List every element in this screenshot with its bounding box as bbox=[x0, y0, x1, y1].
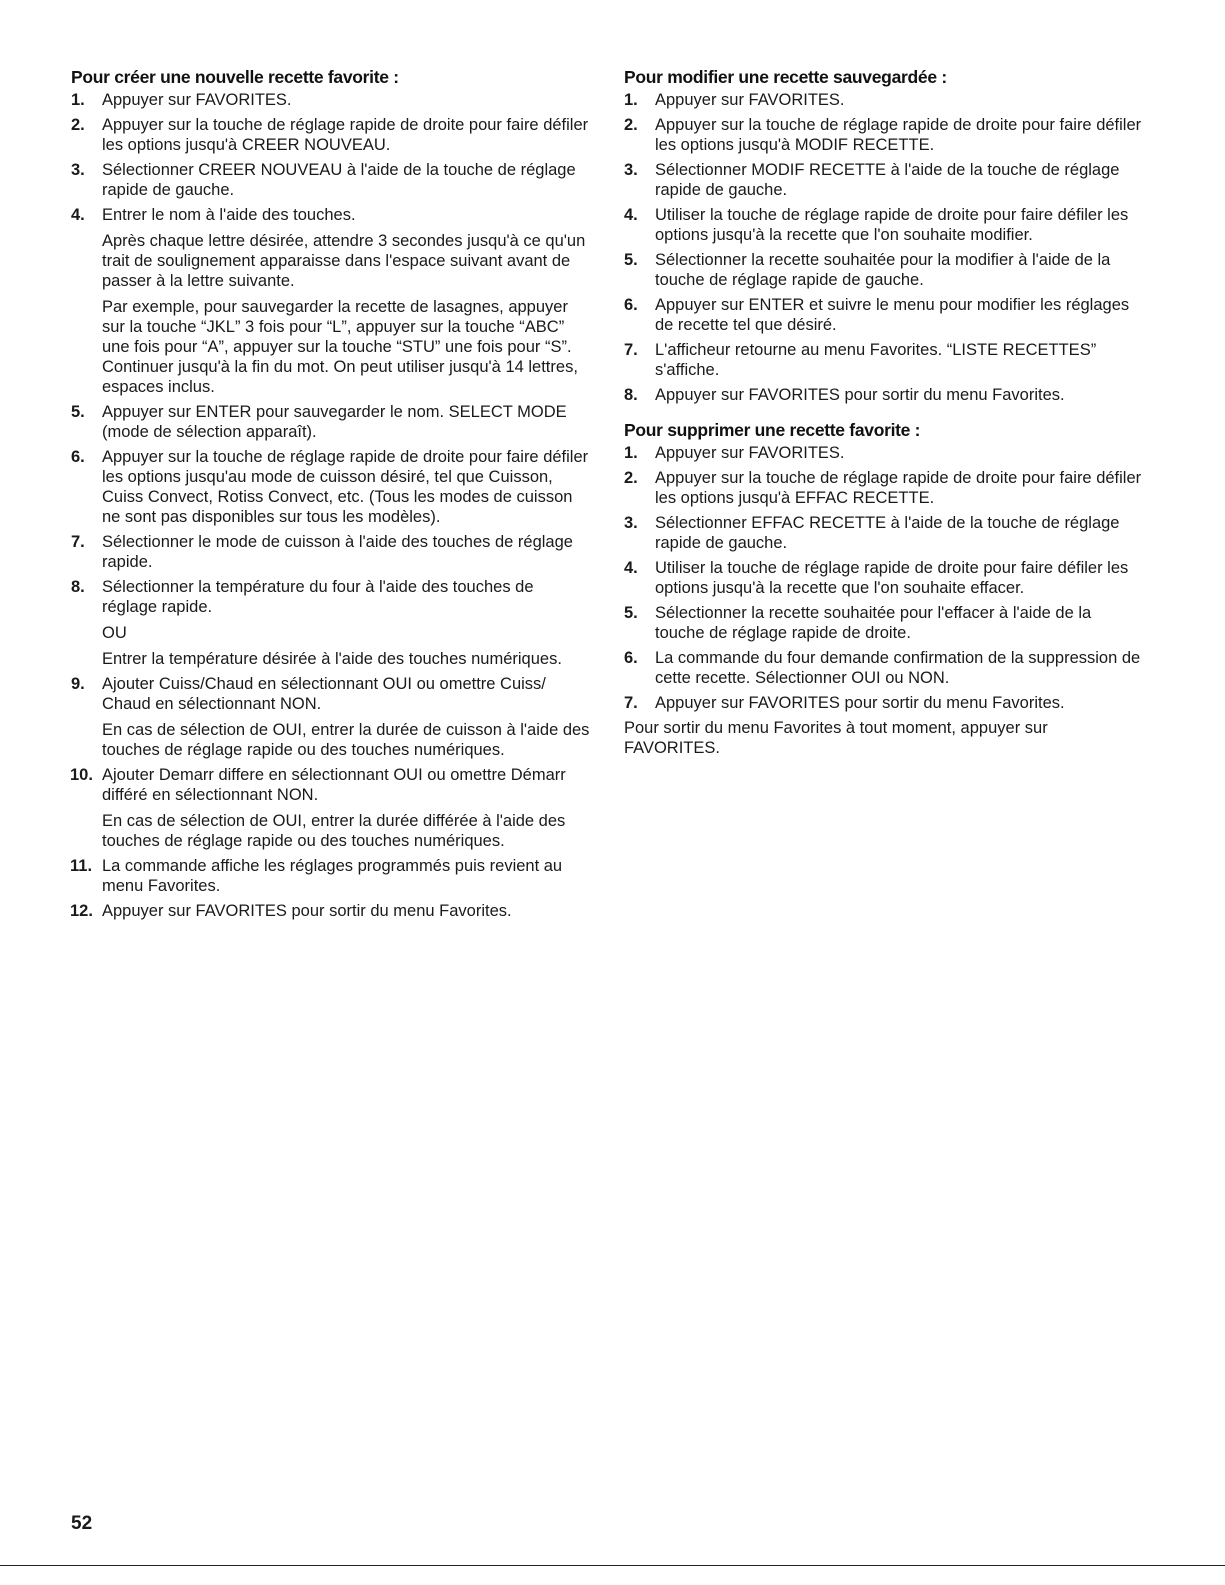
step-text: En cas de sélection de OUI, entrer la durée différée à l'aide des touches de réglage rapide ou des touches numériques. bbox=[102, 812, 566, 850]
step-text: Appuyer sur FAVORITES. bbox=[102, 91, 292, 109]
step-number: 5. bbox=[624, 604, 638, 622]
step-number: 2. bbox=[624, 116, 638, 134]
step-text: Sélectionner la recette souhaitée pour l'effacer à l'aide de la touche de réglage rapide de droite. bbox=[655, 604, 1092, 642]
right-column bbox=[624, 66, 1144, 758]
step-item bbox=[624, 693, 1144, 713]
step-item bbox=[624, 648, 1144, 688]
step-item bbox=[624, 115, 1144, 155]
step-text: Appuyer sur la touche de réglage rapide de droite pour faire défiler les options jusqu'à CREER NOUVEAU. bbox=[102, 116, 589, 154]
create-favorite-heading: Pour créer une nouvelle recette favorite : bbox=[71, 67, 399, 87]
step-text: Utiliser la touche de réglage rapide de droite pour faire défiler les options jusqu'à la recette que l'on souhaite effacer. bbox=[655, 559, 1129, 597]
step-text: Entrer le nom à l'aide des touches. bbox=[102, 206, 356, 224]
step-text: Entrer la température désirée à l'aide des touches numériques. bbox=[102, 650, 562, 668]
step-item bbox=[624, 443, 1144, 463]
step-text: En cas de sélection de OUI, entrer la durée de cuisson à l'aide des touches de réglage rapide ou des touches numériques. bbox=[102, 721, 590, 759]
step-item bbox=[624, 468, 1144, 508]
step-text: Appuyer sur la touche de réglage rapide de droite pour faire défiler les options jusqu'à MODIF RECETTE. bbox=[655, 116, 1142, 154]
step-text: Par exemple, pour sauvegarder la recette de lasagnes, appuyer sur la touche “JKL” 3 fois pour “L”, appuyer sur la touche “ABC” une fois pour “A”, appuyer sur la touche “STU” une fois pour “S”. Continuer jusqu'à la fin du mot. On peut utiliser jusqu'à 14 lettres, espaces inclus. bbox=[102, 298, 578, 396]
step-number: 7. bbox=[624, 341, 638, 359]
step-number: 7. bbox=[624, 694, 638, 712]
step-text: Ajouter Cuiss/Chaud en sélectionnant OUI ou omettre Cuiss/ Chaud en sélectionnant NON. bbox=[102, 675, 546, 713]
step-number: 2. bbox=[624, 469, 638, 487]
step-item bbox=[71, 402, 593, 442]
step-number: 6. bbox=[624, 649, 638, 667]
step-item bbox=[624, 558, 1144, 598]
step-text: Après chaque lettre désirée, attendre 3 secondes jusqu'à ce qu'un trait de soulignement apparaisse dans l'espace suivant avant de passer à la lettre suivante. bbox=[102, 232, 586, 290]
step-text: Sélectionner CREER NOUVEAU à l'aide de la touche de réglage rapide de gauche. bbox=[102, 161, 576, 199]
step-number: 11. bbox=[70, 857, 93, 875]
step-item bbox=[624, 513, 1144, 553]
modify-recipe-heading: Pour modifier une recette sauvegardée : bbox=[624, 67, 947, 87]
step-item bbox=[624, 385, 1144, 405]
step-text: La commande du four demande confirmation de la suppression de cette recette. Sélectionner OUI ou NON. bbox=[655, 649, 1141, 687]
step-text: Ajouter Demarr differe en sélectionnant OUI ou omettre Démarr différé en sélectionnant NON. bbox=[102, 766, 566, 804]
step-number: 10. bbox=[70, 766, 93, 784]
step-number: 8. bbox=[71, 578, 85, 596]
step-item bbox=[624, 90, 1144, 110]
step-text: Appuyer sur FAVORITES. bbox=[655, 91, 845, 109]
step-number: 3. bbox=[624, 514, 638, 532]
step-item bbox=[71, 532, 593, 572]
page-number: 52 bbox=[71, 1513, 93, 1534]
step-number: 1. bbox=[71, 91, 85, 109]
delete-favorite-steps bbox=[624, 443, 1144, 713]
step-number: 9. bbox=[71, 675, 85, 693]
step-item bbox=[71, 901, 593, 921]
step-text: Sélectionner le mode de cuisson à l'aide des touches de réglage rapide. bbox=[102, 533, 573, 571]
step-text: Appuyer sur FAVORITES pour sortir du menu Favorites. bbox=[655, 694, 1065, 712]
step-text: Appuyer sur ENTER et suivre le menu pour modifier les réglages de recette tel que désiré. bbox=[655, 296, 1130, 334]
step-item bbox=[71, 90, 593, 110]
step-number: 1. bbox=[624, 91, 638, 109]
step-number: 3. bbox=[71, 161, 85, 179]
modify-recipe-steps bbox=[624, 90, 1144, 405]
delete-favorite-heading: Pour supprimer une recette favorite : bbox=[624, 420, 921, 440]
step-item bbox=[71, 674, 593, 760]
step-text: Appuyer sur FAVORITES pour sortir du menu Favorites. bbox=[655, 386, 1065, 404]
step-text: Utiliser la touche de réglage rapide de droite pour faire défiler les options jusqu'à la recette que l'on souhaite modifier. bbox=[655, 206, 1129, 244]
bottom-divider bbox=[0, 1565, 1225, 1566]
step-text: L'afficheur retourne au menu Favorites. “LISTE RECETTES” s'affiche. bbox=[655, 341, 1097, 379]
step-number: 6. bbox=[624, 296, 638, 314]
step-number: 5. bbox=[624, 251, 638, 269]
step-number: 1. bbox=[624, 444, 638, 462]
step-item bbox=[71, 205, 593, 397]
step-item bbox=[71, 577, 593, 669]
left-column bbox=[71, 66, 593, 926]
step-item bbox=[71, 765, 593, 851]
step-text: Appuyer sur ENTER pour sauvegarder le nom. SELECT MODE (mode de sélection apparaît). bbox=[102, 403, 567, 441]
create-favorite-steps bbox=[71, 90, 593, 921]
step-item bbox=[624, 603, 1144, 643]
step-text: Appuyer sur FAVORITES pour sortir du menu Favorites. bbox=[102, 902, 512, 920]
step-text: Sélectionner MODIF RECETTE à l'aide de la touche de réglage rapide de gauche. bbox=[655, 161, 1120, 199]
step-number: 5. bbox=[71, 403, 85, 421]
step-number: 6. bbox=[71, 448, 85, 466]
step-number: 4. bbox=[624, 559, 638, 577]
step-item bbox=[624, 250, 1144, 290]
step-item bbox=[71, 856, 593, 896]
step-text: Sélectionner EFFAC RECETTE à l'aide de la touche de réglage rapide de gauche. bbox=[655, 514, 1120, 552]
step-item bbox=[71, 160, 593, 200]
step-item bbox=[624, 340, 1144, 380]
step-item bbox=[71, 115, 593, 155]
step-item bbox=[624, 205, 1144, 245]
step-text: Sélectionner la recette souhaitée pour la modifier à l'aide de la touche de réglage rapide de gauche. bbox=[655, 251, 1111, 289]
step-number: 3. bbox=[624, 161, 638, 179]
step-text: Sélectionner la température du four à l'aide des touches de réglage rapide. bbox=[102, 578, 534, 616]
step-number: 2. bbox=[71, 116, 85, 134]
exit-favorites-note: Pour sortir du menu Favorites à tout moment, appuyer sur FAVORITES. bbox=[624, 719, 1048, 757]
step-number: 4. bbox=[624, 206, 638, 224]
step-item bbox=[624, 295, 1144, 335]
step-text: Appuyer sur la touche de réglage rapide de droite pour faire défiler les options jusqu'au mode de cuisson désiré, tel que Cuisson, Cuiss Convect, Rotiss Convect, etc. (Tous les modes de cuisson ne sont pas disponibles sur tous les modèles). bbox=[102, 448, 589, 526]
step-item bbox=[71, 447, 593, 527]
step-item bbox=[624, 160, 1144, 200]
step-number: 4. bbox=[71, 206, 85, 224]
step-text: Appuyer sur la touche de réglage rapide de droite pour faire défiler les options jusqu'à EFFAC RECETTE. bbox=[655, 469, 1142, 507]
step-text: Appuyer sur FAVORITES. bbox=[655, 444, 845, 462]
step-text: OU bbox=[102, 624, 127, 642]
step-number: 7. bbox=[71, 533, 85, 551]
step-number: 12. bbox=[70, 902, 93, 920]
step-text: La commande affiche les réglages programmés puis revient au menu Favorites. bbox=[102, 857, 563, 895]
step-number: 8. bbox=[624, 386, 638, 404]
